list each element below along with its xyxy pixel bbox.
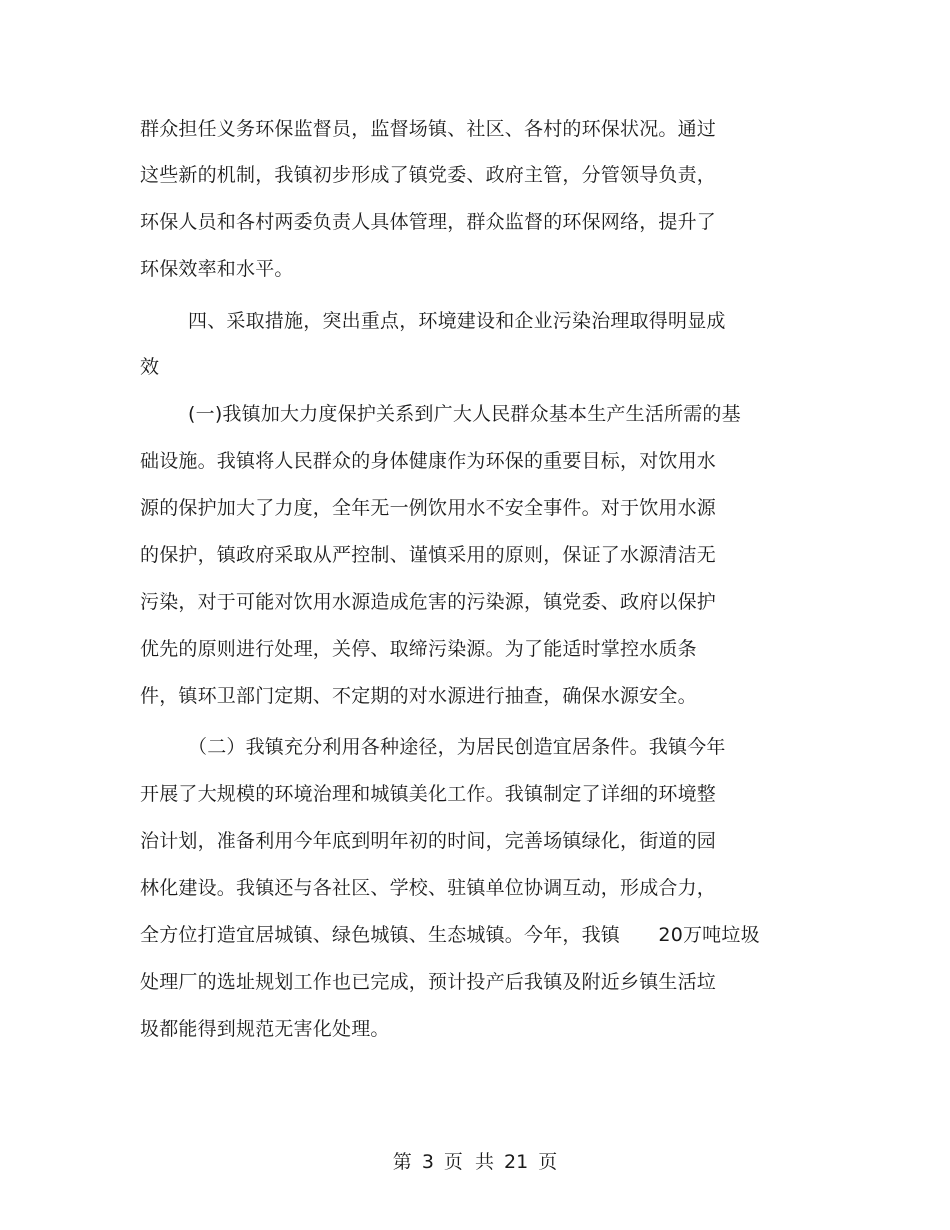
text-line: 础设施。我镇将人民群众的身体健康作为环保的重要目标，对饮用水 <box>140 450 717 472</box>
page-prefix: 第 <box>392 1151 412 1173</box>
text-line: 这些新的机制，我镇初步形成了镇党委、政府主管，分管领导负责， <box>140 164 717 186</box>
section-heading: 四、采取措施，突出重点，环境建设和企业污染治理取得明显成 <box>188 310 726 332</box>
page-mid: 页 共 <box>443 1151 494 1173</box>
text-line: 污染，对于可能对饮用水源造成危害的污染源，镇党委、政府以保护 <box>140 591 717 613</box>
section-heading-continuation: 效 <box>140 356 160 378</box>
text-line: 环保效率和水平。 <box>140 258 294 280</box>
text-line: 源的保护加大了力度，全年无一例饮用水不安全事件。对于饮用水源 <box>140 497 717 519</box>
page-total: 21 <box>504 1151 529 1173</box>
text-line: 处理厂的选址规划工作也已完成，预计投产后我镇及附近乡镇生活垃 <box>140 971 717 993</box>
paragraph-first-line: (一)我镇加大力度保护关系到广大人民群众基本生产生活所需的基 <box>188 403 741 425</box>
paragraph-first-line: （二）我镇充分利用各种途径，为居民创造宜居条件。我镇今年 <box>188 736 726 758</box>
page-number: 3 <box>421 1151 434 1173</box>
text-line: 全方位打造宜居城镇、绿色城镇、生态城镇。今年，我镇 20万吨垃圾 <box>140 924 760 946</box>
text-line: 的保护，镇政府采取从严控制、谨慎采用的原则，保证了水源清洁无 <box>140 544 717 566</box>
text-line: 优先的原则进行处理，关停、取缔污染源。为了能适时掌控水质条 <box>140 638 697 660</box>
page-suffix: 页 <box>538 1151 558 1173</box>
text-line: 群众担任义务环保监督员，监督场镇、社区、各村的环保状况。通过 <box>140 118 717 140</box>
text-line: 圾都能得到规范无害化处理。 <box>140 1018 390 1040</box>
text-line: 环保人员和各村两委负责人具体管理，群众监督的环保网络，提升了 <box>140 211 717 233</box>
page-footer <box>0 1150 950 1174</box>
text-line: 开展了大规模的环境治理和城镇美化工作。我镇制定了详细的环境整 <box>140 783 717 805</box>
text-line: 林化建设。我镇还与各社区、学校、驻镇单位协调互动，形成合力， <box>140 877 717 899</box>
text-line: 件，镇环卫部门定期、不定期的对水源进行抽查，确保水源安全。 <box>140 685 697 707</box>
text-line: 治计划，准备利用今年底到明年初的时间，完善场镇绿化，街道的园 <box>140 830 717 852</box>
